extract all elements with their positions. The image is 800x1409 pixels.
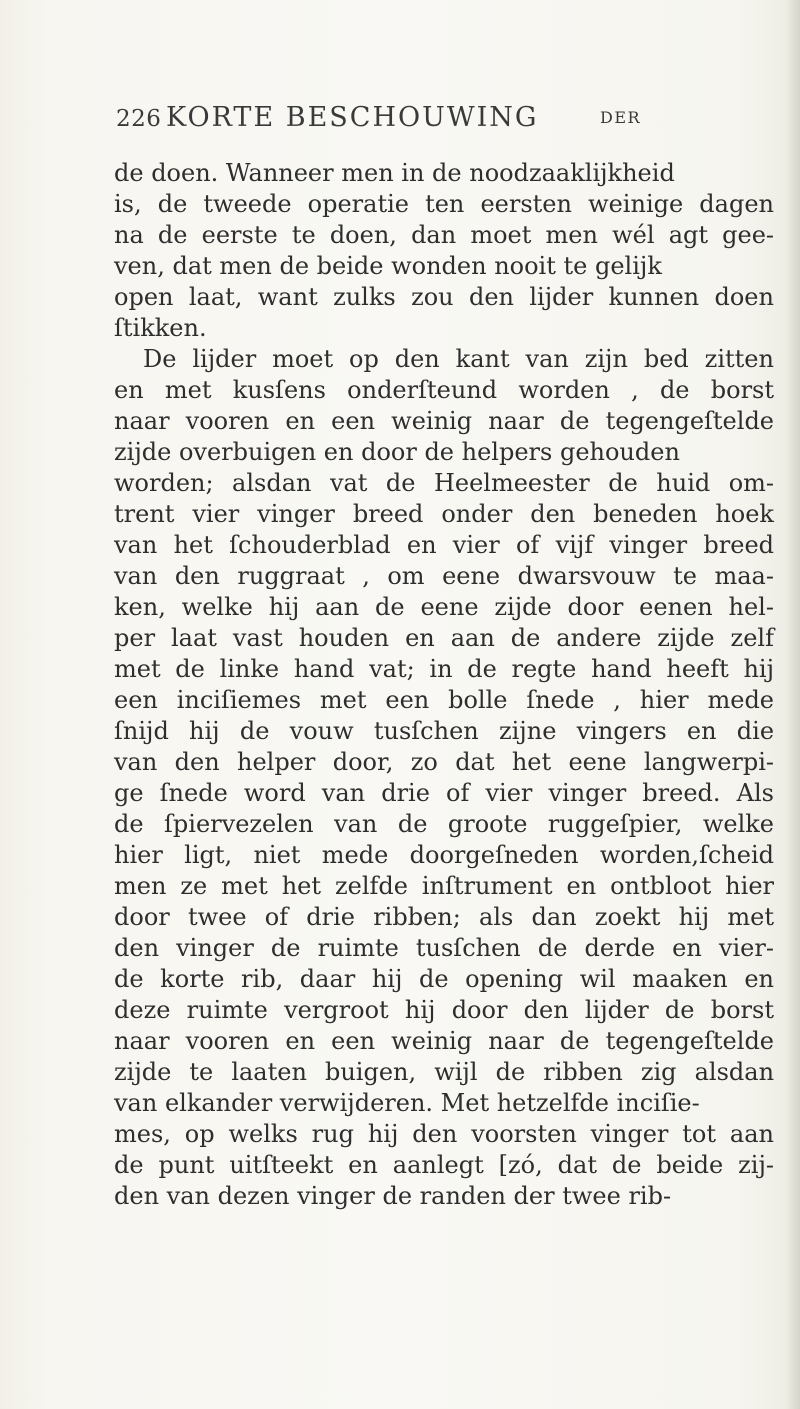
text-line: worden; alsdan vat de Heelmeester de huid om- — [114, 469, 775, 497]
body-text — [114, 158, 774, 1212]
running-head-suffix: DER — [600, 108, 642, 127]
page-number: 226 — [116, 106, 162, 132]
paragraph-start-line: De lijder moet op den kant van zijn bed zitten — [143, 345, 774, 373]
running-head-title: KORTE BESCHOUWING — [166, 102, 539, 133]
text-line: is, de tweede operatie ten eersten weinige dagen — [114, 190, 774, 218]
text-line: mes, op welks rug hij den voorsten vinger tot aan — [114, 1120, 774, 1148]
text-line: open laat, want zulks zou den lijder kunnen doen — [114, 283, 774, 311]
text-line: van het ſchouderblad en vier of vijf vinger breed — [114, 531, 775, 559]
text-line: van elkander verwijderen. Met hetzelfde inciſie- — [114, 1089, 700, 1117]
text-line: den van dezen vinger de randen der twee rib- — [114, 1182, 672, 1210]
text-line: deze ruimte vergroot hij door den lijder de borst — [114, 996, 774, 1024]
text-line: naar vooren en een weinig naar de tegengeſtelde — [114, 407, 775, 435]
text-line: hier ligt, niet mede doorgeſneden worden,ſcheid — [114, 841, 775, 869]
text-line: van den helper door, zo dat het eene langwerpi- — [114, 748, 775, 776]
text-line: met de linke hand vat; in de regte hand heeft hij — [114, 655, 775, 683]
text-line: de ſpiervezelen van de groote ruggeſpier, welke — [114, 810, 775, 838]
text-line: van den ruggraat , om eene dwarsvouw te maa- — [114, 562, 774, 590]
text-line: door twee of drie ribben; als dan zoekt hij met — [114, 903, 774, 931]
text-line: de doen. Wanneer men in de noodzaaklijkheid — [114, 159, 675, 187]
text-line: de korte rib, daar hij de opening wil maaken en — [114, 965, 775, 993]
text-line: een inciſiemes met een bolle ſnede , hier mede — [114, 686, 775, 714]
text-line: en met kusſens onderſteund worden , de borst — [114, 376, 774, 404]
text-line: na de eerste te doen, dan moet men wél agt gee- — [114, 221, 775, 249]
text-line: ſnijd hij de vouw tusſchen zijne vingers en die — [114, 717, 775, 745]
text-line: de punt uitſteekt en aanlegt [zó, dat de beide zij- — [114, 1151, 775, 1179]
running-head — [116, 96, 716, 136]
text-line: zijde te laaten buigen, wijl de ribben zig alsdan — [114, 1058, 775, 1086]
text-line: den vinger de ruimte tusſchen de derde en vier- — [114, 934, 774, 962]
text-line: naar vooren en een weinig naar de tegengeſtelde — [114, 1027, 775, 1055]
text-line: zijde overbuigen en door de helpers gehouden — [114, 438, 680, 466]
text-line: men ze met het zelfde inſtrument en ontbloot hier — [114, 872, 774, 900]
text-line: per laat vast houden en aan de andere zijde zelf — [114, 624, 774, 652]
text-line: ven, dat men de beide wonden nooit te gelijk — [114, 252, 662, 280]
text-line: trent vier vinger breed onder den beneden hoek — [114, 500, 774, 528]
text-line: ken, welke hij aan de eene zijde door eenen hel- — [114, 593, 774, 621]
text-line: ſtikken. — [114, 314, 207, 342]
page-edge-shadow — [786, 0, 800, 1409]
text-line: ge ſnede word van drie of vier vinger breed. Als — [114, 779, 774, 807]
